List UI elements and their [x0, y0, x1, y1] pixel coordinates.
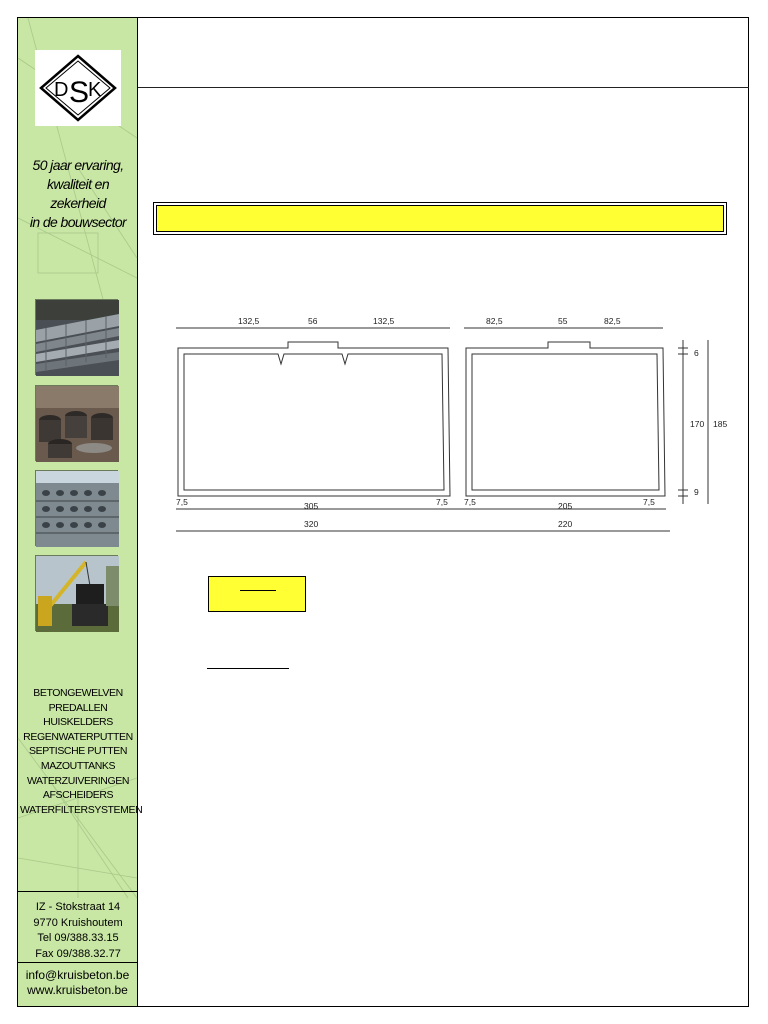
- document-page: [17, 17, 749, 1007]
- address-block: [22, 900, 134, 962]
- product-item: REGENWATERPUTTEN: [23, 730, 133, 743]
- contact-web: [18, 968, 137, 998]
- dim-bottom-right-1: 7,5: [464, 497, 476, 507]
- slogan: [22, 156, 134, 232]
- technical-drawing: [158, 296, 728, 529]
- photo-crane: [35, 555, 118, 631]
- sidebar-divider: [18, 962, 137, 963]
- product-item: SEPTISCHE PUTTEN: [28, 745, 128, 758]
- photo-rings: [35, 385, 118, 461]
- product-item: HUISKELDERS: [43, 716, 113, 729]
- address-line: 9770 Kruishoutem: [33, 916, 123, 929]
- address-line: Tel 09/388.33.15: [37, 932, 119, 944]
- photo-hollowcore: [35, 470, 118, 546]
- highlight-box: [208, 576, 306, 612]
- slogan-line: in de bouwsector: [29, 214, 127, 230]
- product-item: WATERFILTERSYSTEMEN: [20, 803, 143, 816]
- email-link[interactable]: info@kruisbeton.be: [25, 968, 130, 982]
- dim-total-right: 220: [558, 519, 573, 529]
- company-logo[interactable]: [35, 50, 121, 126]
- dim-top-right-1: 82,5: [486, 316, 503, 326]
- address-line: IZ - Stokstraat 14: [35, 901, 121, 913]
- logo-letter-k: K: [88, 79, 102, 101]
- product-item: MAZOUTTANKS: [40, 759, 116, 772]
- dim-top-left-3: 132,5: [373, 316, 395, 326]
- dim-top-left-1: 132,5: [238, 316, 260, 326]
- logo-letter-d: D: [54, 79, 69, 101]
- dim-bottom-left-3: 7,5: [436, 497, 448, 507]
- title-banner: [153, 202, 727, 235]
- address-line: Fax 09/388.32.77: [35, 947, 121, 960]
- photo-slabs: [35, 299, 118, 375]
- dim-top-right-3: 82,5: [604, 316, 621, 326]
- highlight-box-rule: [240, 590, 276, 591]
- sidebar: [18, 18, 143, 1006]
- product-item: PREDALLEN: [48, 701, 108, 714]
- product-item: AFSCHEIDERS: [42, 789, 114, 802]
- dim-side-middle: 170: [690, 419, 705, 429]
- dim-side-top: 6: [694, 348, 699, 358]
- slogan-line: kwaliteit en zekerheid: [46, 176, 110, 211]
- header-rule: [138, 87, 749, 88]
- dim-side-bottom: 9: [694, 487, 699, 497]
- underline-rule: [207, 668, 289, 669]
- dim-top-right-2: 55: [558, 316, 568, 326]
- dim-bottom-right-3: 7,5: [643, 497, 655, 507]
- product-list: [20, 686, 143, 817]
- dim-bottom-left-1: 7,5: [176, 497, 188, 507]
- dim-bottom-right-2: 205: [558, 501, 573, 511]
- dim-top-left-2: 56: [308, 316, 318, 326]
- dim-side-total: 185: [713, 419, 728, 429]
- logo-letter-s: S: [69, 76, 90, 109]
- website-link[interactable]: www.kruisbeton.be: [27, 983, 128, 997]
- product-item: WATERZUIVERINGEN: [26, 774, 130, 787]
- dim-bottom-left-2: 305: [304, 501, 319, 511]
- slogan-line: 50 jaar ervaring,: [32, 157, 124, 173]
- product-item: BETONGEWELVEN: [33, 687, 123, 699]
- dim-total-left: 320: [304, 519, 319, 529]
- sidebar-divider: [18, 891, 137, 892]
